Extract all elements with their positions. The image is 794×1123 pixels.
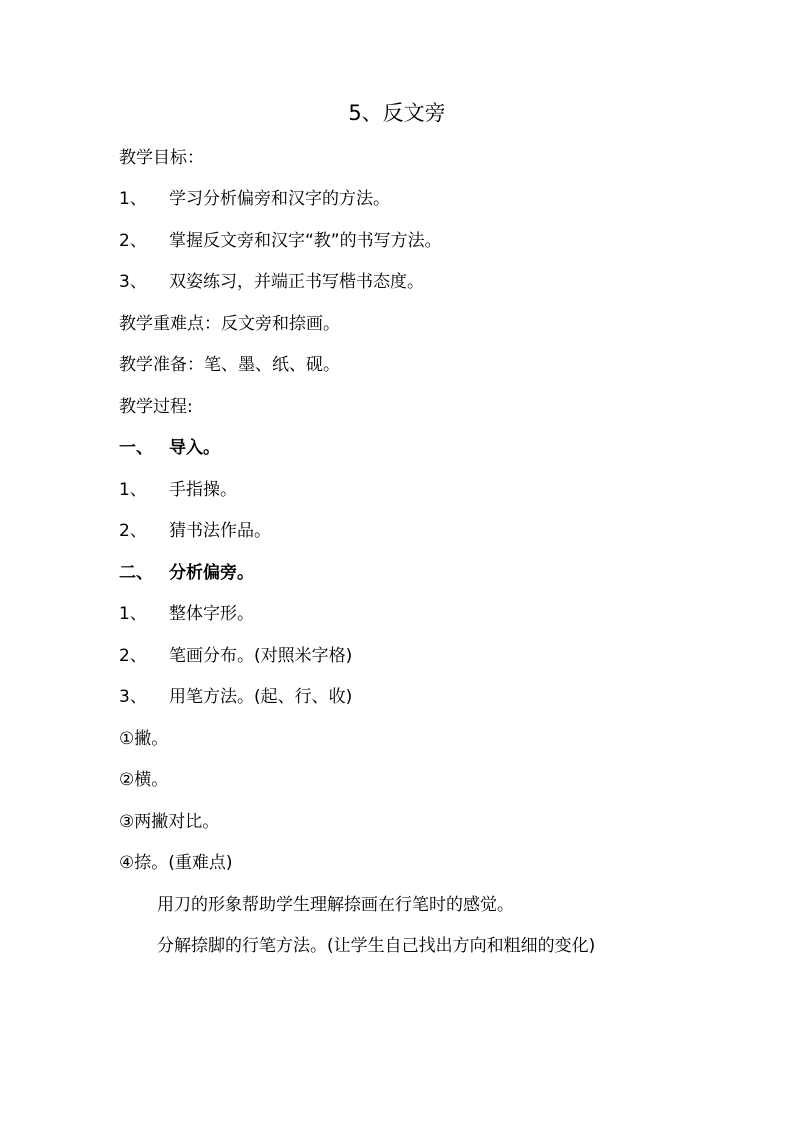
note-paragraph: 用刀的形象帮助学生理解捺画在行笔时的感觉。 xyxy=(157,895,514,915)
item-number: 3、 xyxy=(119,687,147,707)
item-number: 2、 xyxy=(119,646,147,666)
item-text: 手指操。 xyxy=(169,480,237,500)
objective-number: 3、 xyxy=(119,272,147,292)
note-paragraph: 分解捺脚的行笔方法。(让学生自己找出方向和粗细的变化) xyxy=(157,936,596,956)
item-number: 1、 xyxy=(119,480,147,500)
item-text: 笔画分布。(对照米字格) xyxy=(169,646,353,666)
list-item xyxy=(119,643,352,669)
item-text: 整体字形。 xyxy=(169,604,254,624)
objective-number: 1、 xyxy=(119,189,147,209)
stroke-item: ①撇。 xyxy=(119,729,169,749)
stroke-item: ③两撇对比。 xyxy=(119,812,220,832)
objective-item xyxy=(119,228,442,254)
item-number: 1、 xyxy=(119,604,147,624)
stroke-item: ②横。 xyxy=(119,770,169,790)
objective-item xyxy=(119,269,424,295)
objective-text: 掌握反文旁和汉字“教”的书写方法。 xyxy=(169,231,442,251)
section-title: 分析偏旁。 xyxy=(169,563,254,583)
item-text: 用笔方法。(起、行、收) xyxy=(169,687,353,707)
section-heading xyxy=(119,435,220,461)
objectives-heading: 教学目标： xyxy=(119,148,204,168)
section-title: 导入。 xyxy=(169,438,220,458)
stroke-item: ④捺。(重难点) xyxy=(119,853,233,873)
list-item xyxy=(119,477,237,503)
list-item xyxy=(119,601,254,627)
objective-text: 学习分析偏旁和汉字的方法。 xyxy=(169,189,390,209)
list-item xyxy=(119,518,271,544)
objective-number: 2、 xyxy=(119,231,147,251)
process-heading: 教学过程: xyxy=(119,397,193,417)
section-number: 一、 xyxy=(119,438,153,458)
objective-text: 双姿练习，并端正书写楷书态度。 xyxy=(169,272,424,292)
preparation: 教学准备：笔、墨、纸、砚。 xyxy=(119,355,340,375)
section-number: 二、 xyxy=(119,563,153,583)
page-title: 5、反文旁 xyxy=(348,101,446,125)
item-text: 猜书法作品。 xyxy=(169,521,271,541)
list-item xyxy=(119,684,352,710)
section-heading xyxy=(119,560,254,586)
key-points: 教学重难点：反文旁和捺画。 xyxy=(119,314,340,334)
item-number: 2、 xyxy=(119,521,147,541)
objective-item xyxy=(119,186,390,212)
